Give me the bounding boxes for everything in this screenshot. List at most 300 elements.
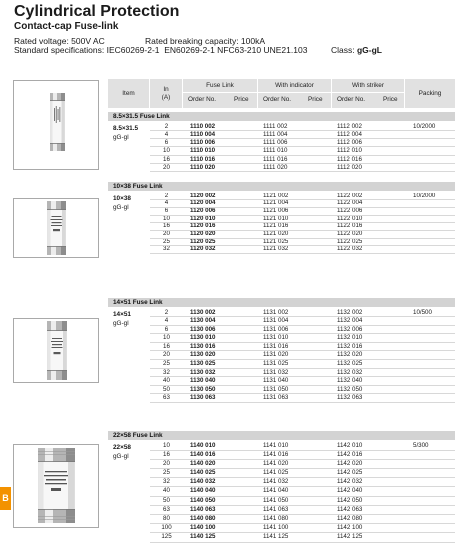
cell-rated-current: 16	[163, 450, 170, 458]
table-row	[150, 487, 455, 496]
cell-indicator-order-no: 1111 016	[263, 155, 288, 163]
table-row	[150, 208, 455, 216]
product-image-frame	[13, 80, 99, 170]
cell-indicator-price	[305, 216, 332, 223]
side-tab-b: B	[0, 487, 11, 510]
cell-packing	[405, 139, 455, 146]
cell-striker-price	[380, 377, 405, 385]
section-rows	[108, 309, 455, 404]
cell-striker-order-no: 1132 050	[337, 385, 363, 393]
header-striker-price: Price	[383, 96, 398, 103]
header-fuse-link-price: Price	[234, 96, 249, 103]
cell-indicator-order-no: 1141 100	[263, 524, 289, 532]
cell-rated-current: 20	[163, 351, 170, 359]
cell-indicator-order-no: 1131 010	[263, 334, 289, 342]
cell-striker-order-no: 1122 010	[337, 215, 363, 222]
fuse-section	[108, 431, 455, 543]
cell-indicator-order-no: 1111 002	[263, 122, 288, 130]
cell-striker-price	[380, 208, 405, 215]
cell-indicator-price	[305, 231, 332, 238]
cell-packing	[405, 478, 455, 486]
cell-indicator-price	[305, 139, 332, 146]
cell-packing	[405, 524, 455, 532]
cell-indicator-order-no: 1121 016	[263, 223, 289, 230]
cell-striker-order-no: 1112 020	[337, 163, 362, 171]
table-row	[150, 394, 455, 403]
header-striker-group	[332, 79, 405, 108]
cell-packing	[405, 246, 455, 253]
cell-rated-current: 50	[163, 385, 170, 393]
cell-rated-current: 10	[163, 441, 170, 449]
cell-indicator-order-no: 1121 010	[263, 215, 289, 222]
item-size-label: 14×51	[113, 310, 131, 318]
cell-striker-price	[380, 451, 405, 459]
cell-packing	[405, 369, 455, 377]
cell-striker-order-no: 1112 002	[337, 122, 362, 130]
cell-indicator-price	[305, 451, 332, 459]
cell-striker-order-no: 1142 032	[337, 478, 363, 486]
cell-rated-current: 50	[163, 496, 170, 504]
table-row	[150, 309, 455, 318]
cell-packing	[405, 386, 455, 394]
cell-fuse-link-price	[228, 451, 258, 459]
cell-packing	[405, 334, 455, 342]
fuse-bottom-cap	[47, 370, 67, 380]
header-rated-current-label: In	[163, 85, 169, 93]
fuse-body	[39, 461, 75, 510]
spec-class-value: gG-gL	[356, 45, 383, 55]
product-image-frame	[13, 198, 99, 258]
cell-indicator-order-no: 1121 020	[263, 230, 289, 237]
table-row	[150, 506, 455, 515]
cell-striker-order-no: 1132 025	[337, 360, 363, 368]
cell-striker-order-no: 1142 080	[337, 515, 363, 522]
table-row	[150, 231, 455, 239]
cell-striker-price	[380, 223, 405, 230]
cell-packing	[405, 147, 455, 154]
table-row	[150, 515, 455, 524]
cell-striker-order-no: 1132 002	[337, 308, 363, 316]
cell-indicator-price	[305, 309, 332, 317]
header-indicator-group	[258, 79, 332, 108]
cell-striker-price	[380, 369, 405, 377]
table-row	[150, 469, 455, 478]
cell-indicator-price	[305, 147, 332, 154]
section-rows	[108, 442, 455, 543]
cell-indicator-price	[305, 343, 332, 351]
cell-striker-order-no: 1122 006	[337, 207, 363, 214]
table-row	[150, 451, 455, 460]
cell-fuse-link-price	[228, 360, 258, 368]
cell-striker-price	[380, 156, 405, 163]
cell-indicator-order-no: 1141 040	[263, 487, 289, 495]
cell-packing	[405, 515, 455, 523]
cell-striker-price	[380, 394, 405, 402]
cell-packing	[405, 497, 455, 505]
cell-rated-current: 2	[164, 192, 169, 199]
fuse-top-cap	[47, 321, 67, 331]
cell-striker-order-no: 1112 006	[337, 139, 362, 147]
cell-fuse-link-order-no: 1120 032	[190, 246, 216, 253]
cell-packing	[405, 487, 455, 495]
cell-fuse-link-price	[228, 351, 258, 359]
cell-striker-order-no: 1132 032	[337, 368, 363, 376]
cell-packing	[405, 394, 455, 402]
cell-fuse-link-price	[228, 343, 258, 351]
cell-fuse-link-order-no: 1120 010	[190, 215, 216, 222]
cell-packing: 5/300	[413, 441, 429, 449]
cell-fuse-link-price	[228, 131, 258, 138]
cell-striker-price	[380, 246, 405, 253]
cell-striker-order-no: 1132 020	[337, 351, 363, 359]
item-size-label: 10×38	[113, 194, 131, 202]
cell-fuse-link-price	[228, 497, 258, 505]
cell-indicator-order-no: 1141 063	[263, 505, 289, 513]
cell-fuse-link-price	[228, 369, 258, 377]
cell-indicator-order-no: 1141 010	[263, 441, 289, 449]
cell-indicator-order-no: 1121 002	[263, 192, 289, 199]
table-row	[150, 123, 455, 131]
header-item: Item	[108, 79, 150, 108]
table-row	[150, 147, 455, 155]
cell-indicator-price	[305, 442, 332, 450]
cell-striker-price	[380, 533, 405, 541]
cell-fuse-link-order-no: 1120 016	[190, 223, 216, 230]
fuse-section	[108, 112, 455, 173]
header-indicator-order-no: Order No.	[263, 96, 292, 103]
cell-striker-price	[380, 317, 405, 325]
cell-striker-price	[380, 360, 405, 368]
cell-striker-price	[380, 216, 405, 223]
fuse-8-5x31-5-image	[14, 81, 98, 169]
item-cell	[108, 193, 150, 212]
cell-fuse-link-order-no: 1140 010	[190, 441, 216, 449]
cell-fuse-link-order-no: 1110 006	[190, 139, 216, 147]
cell-fuse-link-price	[228, 394, 258, 402]
cell-indicator-order-no: 1131 002	[263, 308, 289, 316]
cell-striker-price	[380, 351, 405, 359]
cell-rated-current: 6	[164, 207, 169, 214]
cell-indicator-order-no: 1141 025	[263, 469, 289, 477]
cell-indicator-price	[305, 208, 332, 215]
cell-packing	[405, 317, 455, 325]
cell-packing	[405, 377, 455, 385]
spec-standards: Standard specifications: IEC60269-2-1 EN60269-2-1 NFC63-210 UNE21.103	[14, 45, 308, 55]
cell-fuse-link-order-no: 1110 016	[190, 155, 216, 163]
cell-indicator-order-no: 1111 020	[263, 163, 288, 171]
table-row	[150, 360, 455, 369]
cell-indicator-price	[305, 351, 332, 359]
table-row	[150, 193, 455, 201]
cell-indicator-price	[305, 478, 332, 486]
cell-fuse-link-price	[228, 164, 258, 171]
table-row	[150, 460, 455, 469]
cell-rated-current: 10	[163, 147, 170, 155]
cell-packing	[405, 216, 455, 223]
cell-packing: 10/2000	[413, 122, 436, 130]
cell-indicator-order-no: 1131 063	[263, 394, 289, 402]
fuse-14x51-image	[14, 319, 98, 382]
cell-fuse-link-price	[228, 377, 258, 385]
cell-striker-order-no: 1142 016	[337, 450, 363, 458]
cell-rated-current: 2	[164, 308, 169, 316]
table-row	[150, 369, 455, 378]
fuse-top-cap	[50, 93, 65, 101]
cell-striker-price	[380, 460, 405, 468]
cell-striker-price	[380, 200, 405, 207]
table-header	[108, 79, 455, 108]
cell-indicator-price	[305, 460, 332, 468]
header-indicator-price: Price	[308, 96, 323, 103]
cell-indicator-price	[305, 193, 332, 200]
cell-rated-current: 2	[164, 122, 169, 130]
header-fuse-link: Fuse Link	[183, 79, 257, 93]
cell-indicator-order-no: 1121 032	[263, 246, 289, 253]
cell-striker-price	[380, 469, 405, 477]
cell-fuse-link-order-no: 1130 016	[190, 342, 216, 350]
cell-fuse-link-price	[228, 469, 258, 477]
table-row	[150, 326, 455, 335]
table-row	[150, 317, 455, 326]
fuse-section	[108, 298, 455, 404]
table-row	[150, 200, 455, 208]
cell-indicator-order-no: 1141 080	[263, 515, 289, 522]
cell-packing	[405, 460, 455, 468]
cell-indicator-order-no: 1121 006	[263, 207, 289, 214]
cell-striker-order-no: 1142 040	[337, 487, 363, 495]
cell-rated-current: 4	[164, 200, 169, 207]
cell-striker-order-no: 1142 050	[337, 496, 363, 504]
cell-rated-current: 6	[164, 139, 169, 147]
cell-packing	[405, 326, 455, 334]
cell-packing	[405, 533, 455, 541]
cell-indicator-order-no: 1131 004	[263, 317, 289, 325]
cell-fuse-link-price	[228, 334, 258, 342]
item-cell	[108, 309, 150, 328]
cell-indicator-price	[305, 164, 332, 171]
item-class-label: gG-gl	[113, 452, 129, 460]
cell-rated-current: 100	[161, 524, 172, 532]
cell-striker-order-no: 1122 016	[337, 223, 363, 230]
cell-striker-price	[380, 147, 405, 154]
cell-fuse-link-order-no: 1140 025	[190, 469, 216, 477]
cell-rated-current: 6	[164, 325, 169, 333]
item-cell	[108, 442, 150, 461]
cell-fuse-link-order-no: 1140 125	[190, 533, 216, 541]
cell-fuse-link-order-no: 1140 080	[190, 515, 216, 522]
item-size-label: 8.5×31.5	[113, 124, 139, 132]
cell-striker-price	[380, 309, 405, 317]
item-class-label: gG-gl	[113, 203, 129, 211]
cell-fuse-link-order-no: 1120 004	[190, 200, 216, 207]
cell-indicator-price	[305, 394, 332, 402]
fuse-top-cap	[38, 448, 75, 462]
cell-indicator-price	[305, 386, 332, 394]
cell-fuse-link-order-no: 1140 063	[190, 505, 216, 513]
cell-fuse-link-price	[228, 208, 258, 215]
cell-rated-current: 125	[161, 533, 172, 541]
cell-indicator-order-no: 1121 025	[263, 238, 289, 245]
product-image-frame	[13, 318, 99, 383]
table-row	[150, 164, 455, 172]
cell-rated-current: 4	[164, 130, 169, 138]
cell-packing	[405, 223, 455, 230]
cell-striker-price	[380, 131, 405, 138]
spec-class-label: Class:	[331, 45, 357, 55]
cell-striker-order-no: 1112 004	[337, 130, 362, 138]
table-row	[150, 131, 455, 139]
cell-packing	[405, 156, 455, 163]
cell-indicator-order-no: 1131 020	[263, 351, 289, 359]
cell-fuse-link-order-no: 1140 100	[190, 524, 216, 532]
cell-indicator-price	[305, 497, 332, 505]
cell-rated-current: 80	[163, 515, 170, 522]
cell-striker-price	[380, 123, 405, 130]
cell-indicator-price	[305, 524, 332, 532]
table-row	[150, 533, 455, 542]
cell-fuse-link-order-no: 1130 004	[190, 317, 216, 325]
cell-indicator-order-no: 1131 016	[263, 342, 289, 350]
cell-fuse-link-price	[228, 139, 258, 146]
cell-striker-order-no: 1132 016	[337, 342, 363, 350]
cell-striker-price	[380, 524, 405, 532]
cell-rated-current: 25	[163, 238, 170, 245]
cell-fuse-link-order-no: 1120 002	[190, 192, 216, 199]
cell-striker-price	[380, 497, 405, 505]
section-rows	[108, 123, 455, 173]
cell-indicator-price	[305, 360, 332, 368]
cell-packing: 10/2000	[413, 192, 436, 199]
fuse-bottom-cap	[50, 143, 65, 151]
fuse-bottom-cap	[47, 246, 66, 255]
table-row	[150, 216, 455, 224]
cell-fuse-link-price	[228, 386, 258, 394]
cell-indicator-price	[305, 487, 332, 495]
table-row	[150, 351, 455, 360]
cell-striker-order-no: 1122 032	[337, 246, 363, 253]
cell-indicator-order-no: 1131 025	[263, 360, 289, 368]
table-row	[150, 139, 455, 147]
cell-packing	[405, 164, 455, 171]
cell-striker-price	[380, 506, 405, 514]
cell-rated-current: 20	[163, 459, 170, 467]
section-title-bar: 14×51 Fuse Link	[108, 298, 455, 307]
cell-packing	[405, 469, 455, 477]
cell-striker-price	[380, 487, 405, 495]
cell-fuse-link-order-no: 1130 032	[190, 368, 216, 376]
cell-fuse-link-price	[228, 231, 258, 238]
table-row	[150, 223, 455, 231]
table-row	[150, 156, 455, 164]
cell-striker-price	[380, 442, 405, 450]
cell-fuse-link-order-no: 1130 063	[190, 394, 216, 402]
product-image-frame	[13, 444, 99, 528]
cell-packing	[405, 239, 455, 246]
cell-fuse-link-order-no: 1120 006	[190, 207, 216, 214]
cell-rated-current: 10	[163, 334, 170, 342]
cell-striker-price	[380, 193, 405, 200]
cell-indicator-price	[305, 123, 332, 130]
cell-rated-current: 32	[163, 246, 170, 253]
table-row	[150, 386, 455, 395]
cell-fuse-link-order-no: 1130 040	[190, 377, 216, 385]
cell-fuse-link-price	[228, 487, 258, 495]
cell-packing	[405, 131, 455, 138]
cell-indicator-price	[305, 131, 332, 138]
item-cell	[108, 123, 150, 142]
table-row	[150, 377, 455, 386]
cell-fuse-link-order-no: 1140 040	[190, 487, 216, 495]
fuse-top-cap	[47, 201, 66, 210]
cell-striker-order-no: 1112 016	[337, 155, 362, 163]
cell-fuse-link-price	[228, 460, 258, 468]
cell-fuse-link-price	[228, 147, 258, 154]
cell-striker-price	[380, 334, 405, 342]
table-row	[150, 239, 455, 247]
item-class-label: gG-gl	[113, 133, 129, 141]
header-fuse-link-group	[183, 79, 258, 108]
cell-striker-price	[380, 386, 405, 394]
cell-fuse-link-price	[228, 223, 258, 230]
cell-fuse-link-price	[228, 123, 258, 130]
cell-fuse-link-price	[228, 326, 258, 334]
cell-rated-current: 32	[163, 368, 170, 376]
cell-rated-current: 20	[163, 230, 170, 237]
header-packing: Packing	[418, 89, 442, 97]
table-row	[150, 246, 455, 254]
cell-rated-current: 16	[163, 223, 170, 230]
cell-rated-current: 25	[163, 360, 170, 368]
header-striker-order-no: Order No.	[337, 96, 366, 103]
cell-striker-price	[380, 326, 405, 334]
cell-striker-price	[380, 343, 405, 351]
cell-fuse-link-price	[228, 478, 258, 486]
fuse-body	[51, 100, 65, 144]
cell-striker-order-no: 1142 025	[337, 469, 363, 477]
spec-breaking-capacity: Rated breaking capacity: 100kA	[145, 36, 266, 46]
cell-striker-order-no: 1142 010	[337, 441, 363, 449]
cell-indicator-order-no: 1141 016	[263, 450, 289, 458]
table-row	[150, 343, 455, 352]
cell-striker-order-no: 1122 004	[337, 200, 363, 207]
cell-rated-current: 32	[163, 478, 170, 486]
cell-striker-price	[380, 239, 405, 246]
cell-striker-order-no: 1132 063	[337, 394, 363, 402]
spec-rated-voltage: Rated voltage: 500V AC	[14, 36, 105, 46]
table-row	[150, 334, 455, 343]
table-row	[150, 478, 455, 487]
cell-packing	[405, 343, 455, 351]
cell-indicator-order-no: 1131 032	[263, 368, 289, 376]
cell-rated-current: 63	[163, 505, 170, 513]
cell-indicator-order-no: 1141 050	[263, 496, 289, 504]
page-subtitle: Contact-cap Fuse-link	[14, 21, 119, 32]
cell-striker-order-no: 1132 040	[337, 377, 363, 385]
cell-indicator-price	[305, 246, 332, 253]
fuse-body	[48, 330, 67, 371]
fuse-bottom-cap	[38, 509, 75, 523]
cell-fuse-link-price	[228, 317, 258, 325]
cell-indicator-price	[305, 239, 332, 246]
cell-striker-order-no: 1132 006	[337, 325, 363, 333]
cell-indicator-order-no: 1141 032	[263, 478, 289, 486]
cell-fuse-link-price	[228, 246, 258, 253]
cell-indicator-price	[305, 326, 332, 334]
page-title: Cylindrical Protection	[14, 3, 180, 20]
cell-striker-order-no: 1112 010	[337, 147, 362, 155]
cell-fuse-link-order-no: 1130 025	[190, 360, 216, 368]
cell-packing	[405, 360, 455, 368]
